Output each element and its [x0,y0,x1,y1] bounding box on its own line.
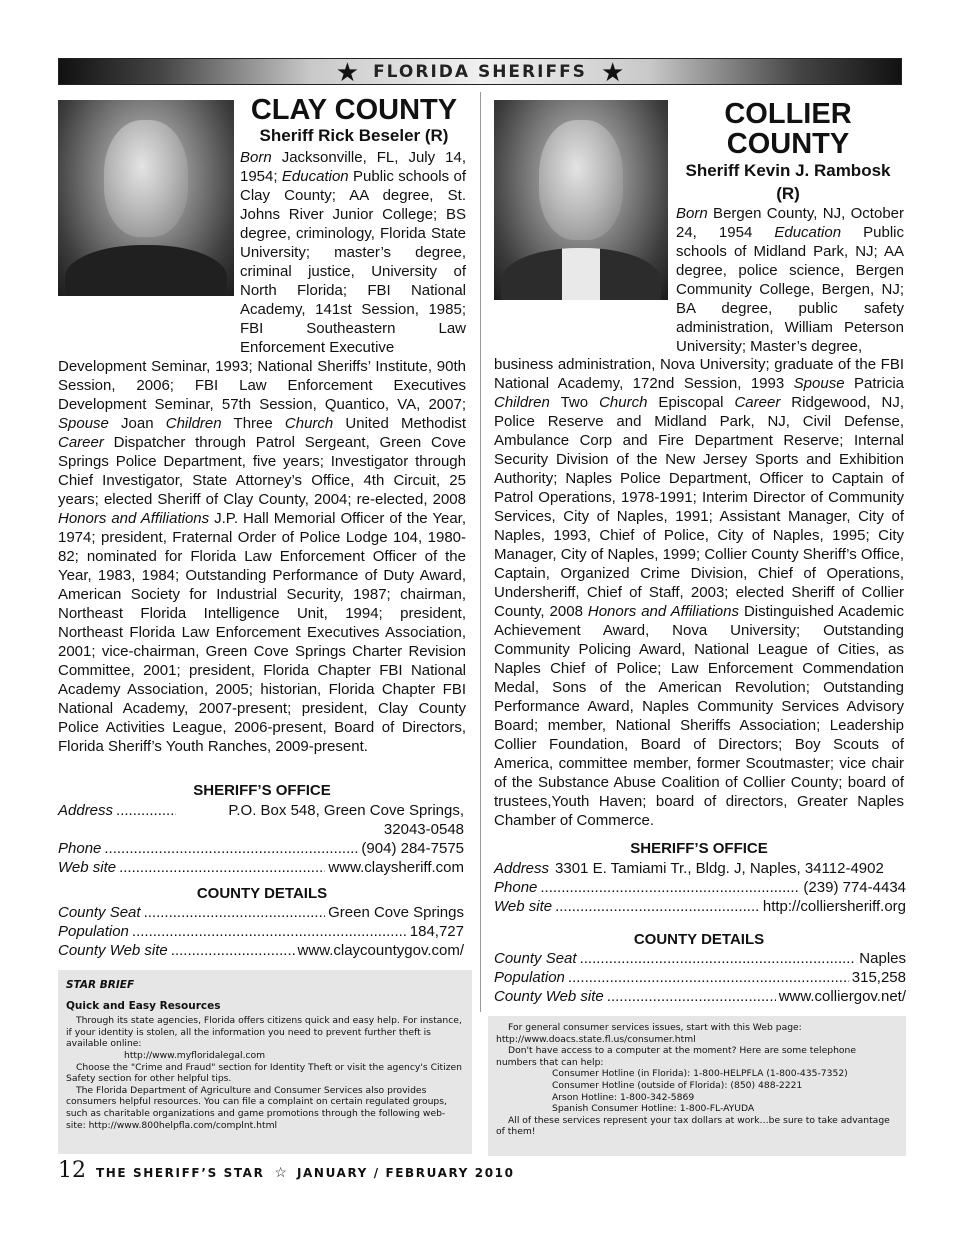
bio-text: Jacksonville, FL, July 14, 1954; [240,149,466,185]
county-heading-collier: COLLIER COUNTY [724,98,852,160]
website-link[interactable]: http://colliersheriff.org [762,898,906,915]
address-label: Address [58,802,114,819]
star-brief-paragraph: All of these services represent your tax dollars at work…be sure to take advantage of them! [496,1114,890,1138]
bio-text: J.P. Hall Memorial Officer of the Year, 1974; president, Fraternal Order of Police Lodge 104, 1980-82; nominated for Florida Law Enforcement Officer of the Year, 1983, 1984; Outstanding Performance of Duty Award, American Society for Industrial Security, 1987; chairman, Northeast Florida Intelligence Unit, 1994; president, Northeast Florida Law Enforcement Executives Association, 2001; vice-chairman, Green Cove Springs Charter Revision Committee, 2001; president, Florida Chapter FBI National Academy Association, 2005; historian, Florida Chapter FBI National Academy, 2007-present; president, Clay County Police Activities League, 2006-present, Board of Directors, Florida Sheriff’s Youth Ranches, 2009-present. [58,510,466,755]
county-seat-label: County Seat [494,950,577,967]
phone-label: Phone [58,840,102,857]
sheriff-photo-clay [58,100,234,296]
address-row [58,801,464,839]
county-website-row [58,941,464,960]
bio-text: Distinguished Academic Achievement Award, Nova University; Outstanding Community Policing Award, National League of Cities, as Naples Chief of Police; Law Enforcement Commendation Medal, Sons of the American Revolution; Outstanding Performance Award, Naples Community Services Advisory Board; member, National Sheriffs Association; Leadership Collier Foundation, Board of Directors; Boy Scouts of America, committee member, former Scoutmaster; vice chair of the Substance Abuse Coalition of Collier County; board of trustees,Youth Haven; board of directors, Greater Naples Chamber of Commerce. [494,603,904,829]
bio-label: Spouse [793,375,845,392]
bio-label: Career [58,434,104,451]
phone-row [58,839,464,858]
bio-text: Public schools of Clay County; AA degree, St. Johns River Junior College; BS degree, criminology, Florida State University; master’s degree, criminal justice, University of North Florida; FBI National Academy, 141st Session, 1985; FBI Southeastern Law Enforcement Executive [240,168,466,356]
bio-text: Patricia [844,375,904,392]
bio-text: business administration, Nova University; graduate of the FBI National Academy, 172nd Session, 1993 [494,356,904,392]
population-value: 184,727 [409,923,464,940]
bio-text: Episcopal [647,394,735,411]
star-brief-heading: Quick and Easy Resources [66,999,221,1012]
bio-label: Children [165,415,222,432]
bio-label: Education [774,224,842,241]
star-icon: ★ [600,56,625,87]
bio-text: United Methodist [333,415,466,432]
portrait-suit-shape [501,248,661,300]
star-brief-paragraph: The Florida Department of Agriculture and Consumer Services also provides consumers helpful resources. You can file a complaint on certain regulated groups, such as charitable organizations and game promotions through the following web-site: http://www.800helpfla.com/complnt.html [66,1084,447,1131]
office-details-clay [58,801,464,877]
phone-value: (904) 284-7575 [361,840,464,857]
population-row [58,922,464,941]
bio-text: Three [221,415,285,432]
bio-label: Spouse [58,415,109,432]
address-label: Address [494,860,550,877]
bio-text: Ridgewood, NJ, Police Reserve and Midland Park, NJ, Civil Defense, Ambulance Corp and Fire Department Reserve; Internal Security Division of the New Jersey Sports and Exhibition Authority; Naples Police Department, Officer to Captain of Patrol Operations, 1978-1991; Interim Director of Community Services, City of Naples, 1991; Assistant Manager, City of Naples, 1993, Chief of Police, City of Naples, 1995; City Manager, City of Naples, 1999; Collier County Sheriff’s Office, Captain, Organized Crime Division, Chief of Operations, Undersheriff, Chief of Staff, 2003; elected Sheriff of Collier County, 2008 [494,394,905,620]
website-row [58,858,464,877]
bio-text: Dispatcher through Patrol Sergeant, Green Cove Springs Police Department, five years; Investigator through Chief Investigator, State Attorney’s Office, 4th Circuit, 25 years; elected Sheriff of Clay County, 2004; re-elected, 2008 [58,434,466,508]
county-seat-row [494,949,906,968]
sheriff-photo-collier [494,100,668,300]
section-title: FLORIDA SHERIFFS [373,61,587,82]
column-divider [480,92,481,1012]
bio-label: Honors and Affiliations [587,603,739,620]
star-brief-paragraph: Choose the "Crime and Fraud" section for Identity Theft or visit the agency's Citizen Safety section for other helpful tips. [66,1061,462,1085]
county-website-label: County Web site [58,942,168,959]
bio-label: Honors and Affiliations [58,510,210,527]
population-row [494,968,906,987]
sheriff-name-clay: Sheriff Rick Beseler (R) [259,126,449,145]
bio-label: Children [494,394,550,411]
bio-text: Bergen County, NJ, October 24, 1954 [676,205,904,241]
county-details-clay [58,903,464,960]
bio-text: Joan [108,415,166,432]
hotline-item: Consumer Hotline (outside of Florida): (850) 488-2221 [552,1079,803,1091]
phone-label: Phone [494,879,538,896]
bio-collier [676,204,904,356]
county-website-link[interactable]: www.claycountygov.com/ [297,942,464,959]
bio-text: Public schools of Midland Park, NJ; AA degree, police science, Bergen Community College, Bergen, NJ; BA degree, public safety administration, William Peterson University; Master’s degree, [676,224,904,355]
page-footer [58,1158,515,1183]
page-number: 12 [58,1158,86,1183]
county-seat-row [58,903,464,922]
address-value: P.O. Box 548, Green Cove Springs, 32043-0548 [228,802,464,838]
star-brief-box-continued [488,1016,906,1156]
bio-label: Born [676,205,708,222]
address-value: 3301 E. Tamiami Tr., Bldg. J, Naples, 34112-4902 [555,860,884,877]
portrait-uniform-shape [65,245,227,296]
star-brief-tag: STAR BRIEF [66,979,135,991]
section-banner [58,58,902,85]
phone-row [494,878,906,897]
population-label: Population [58,923,129,940]
star-icon: ★ [335,56,360,87]
population-label: Population [494,969,565,986]
star-outline-icon: ☆ [274,1164,287,1180]
sheriff-name-collier: Sheriff Kevin J. Rambosk (R) [685,161,891,203]
publication-name: THE SHERIFF’S STAR [96,1166,265,1180]
county-seat-value: Green Cove Springs [328,904,464,921]
bio-text: Development Seminar, 1993; National Sheriffs’ Institute, 90th Session, 2006; FBI Law Enforcement Executives Development Seminar, 57th Session, Quantico, VA, 2007; [58,358,466,413]
county-website-link[interactable]: www.colliergov.net/ [778,988,906,1005]
hotline-item: Consumer Hotline (in Florida): 1-800-HELPFLA (1-800-435-7352) [552,1068,848,1080]
star-brief-box [58,970,472,1154]
office-details-collier [494,859,906,916]
population-value: 315,258 [851,969,906,986]
portrait-head-shape [104,120,188,238]
county-website-label: County Web site [494,988,604,1005]
address-row [494,859,906,878]
bio-text: Two [549,394,600,411]
bio-clay [240,148,466,357]
county-details-heading-clay: COUNTY DETAILS [196,885,328,902]
portrait-head-shape [539,120,623,240]
bio-label: Education [281,168,349,185]
website-label: Web site [58,859,117,876]
star-brief-paragraph: For general consumer services issues, start with this Web page: http://www.doacs.state.fl.us/consumer.html [496,1022,802,1045]
bio-label: Church [284,415,334,432]
county-seat-label: County Seat [58,904,141,921]
website-link[interactable]: www.claysheriff.com [328,859,464,876]
county-details-collier [494,949,906,1006]
star-brief-paragraph: Don't have access to a computer at the moment? Here are some telephone numbers that can help: [496,1045,857,1068]
bio-clay-continued [58,357,466,756]
county-details-heading-collier: COUNTY DETAILS [633,931,765,948]
office-heading-clay: SHERIFF’S OFFICE [193,782,331,799]
office-heading-collier: SHERIFF’S OFFICE [630,840,768,857]
county-seat-value: Naples [859,950,906,967]
bio-label: Church [599,394,648,411]
county-heading-clay: CLAY COUNTY [250,94,458,126]
bio-label: Career [734,394,781,411]
hotline-item: Spanish Consumer Hotline: 1-800-FL-AYUDA [552,1103,755,1115]
star-brief-paragraph: Through its state agencies, Florida offers citizens quick and easy help. For instance, if your identity is stolen, all the information you need to prevent further theft is available online: [66,1015,462,1050]
bio-label: Born [240,149,272,166]
hotline-item: Arson Hotline: 1-800-342-5869 [552,1091,695,1103]
website-label: Web site [494,898,553,915]
issue-date: JANUARY / FEBRUARY 2010 [296,1166,515,1180]
star-brief-link[interactable]: http://www.myfloridalegal.com [124,1049,266,1061]
phone-value: (239) 774-4434 [803,879,906,896]
bio-collier-continued [494,355,904,830]
website-row [494,897,906,916]
county-website-row [494,987,906,1006]
